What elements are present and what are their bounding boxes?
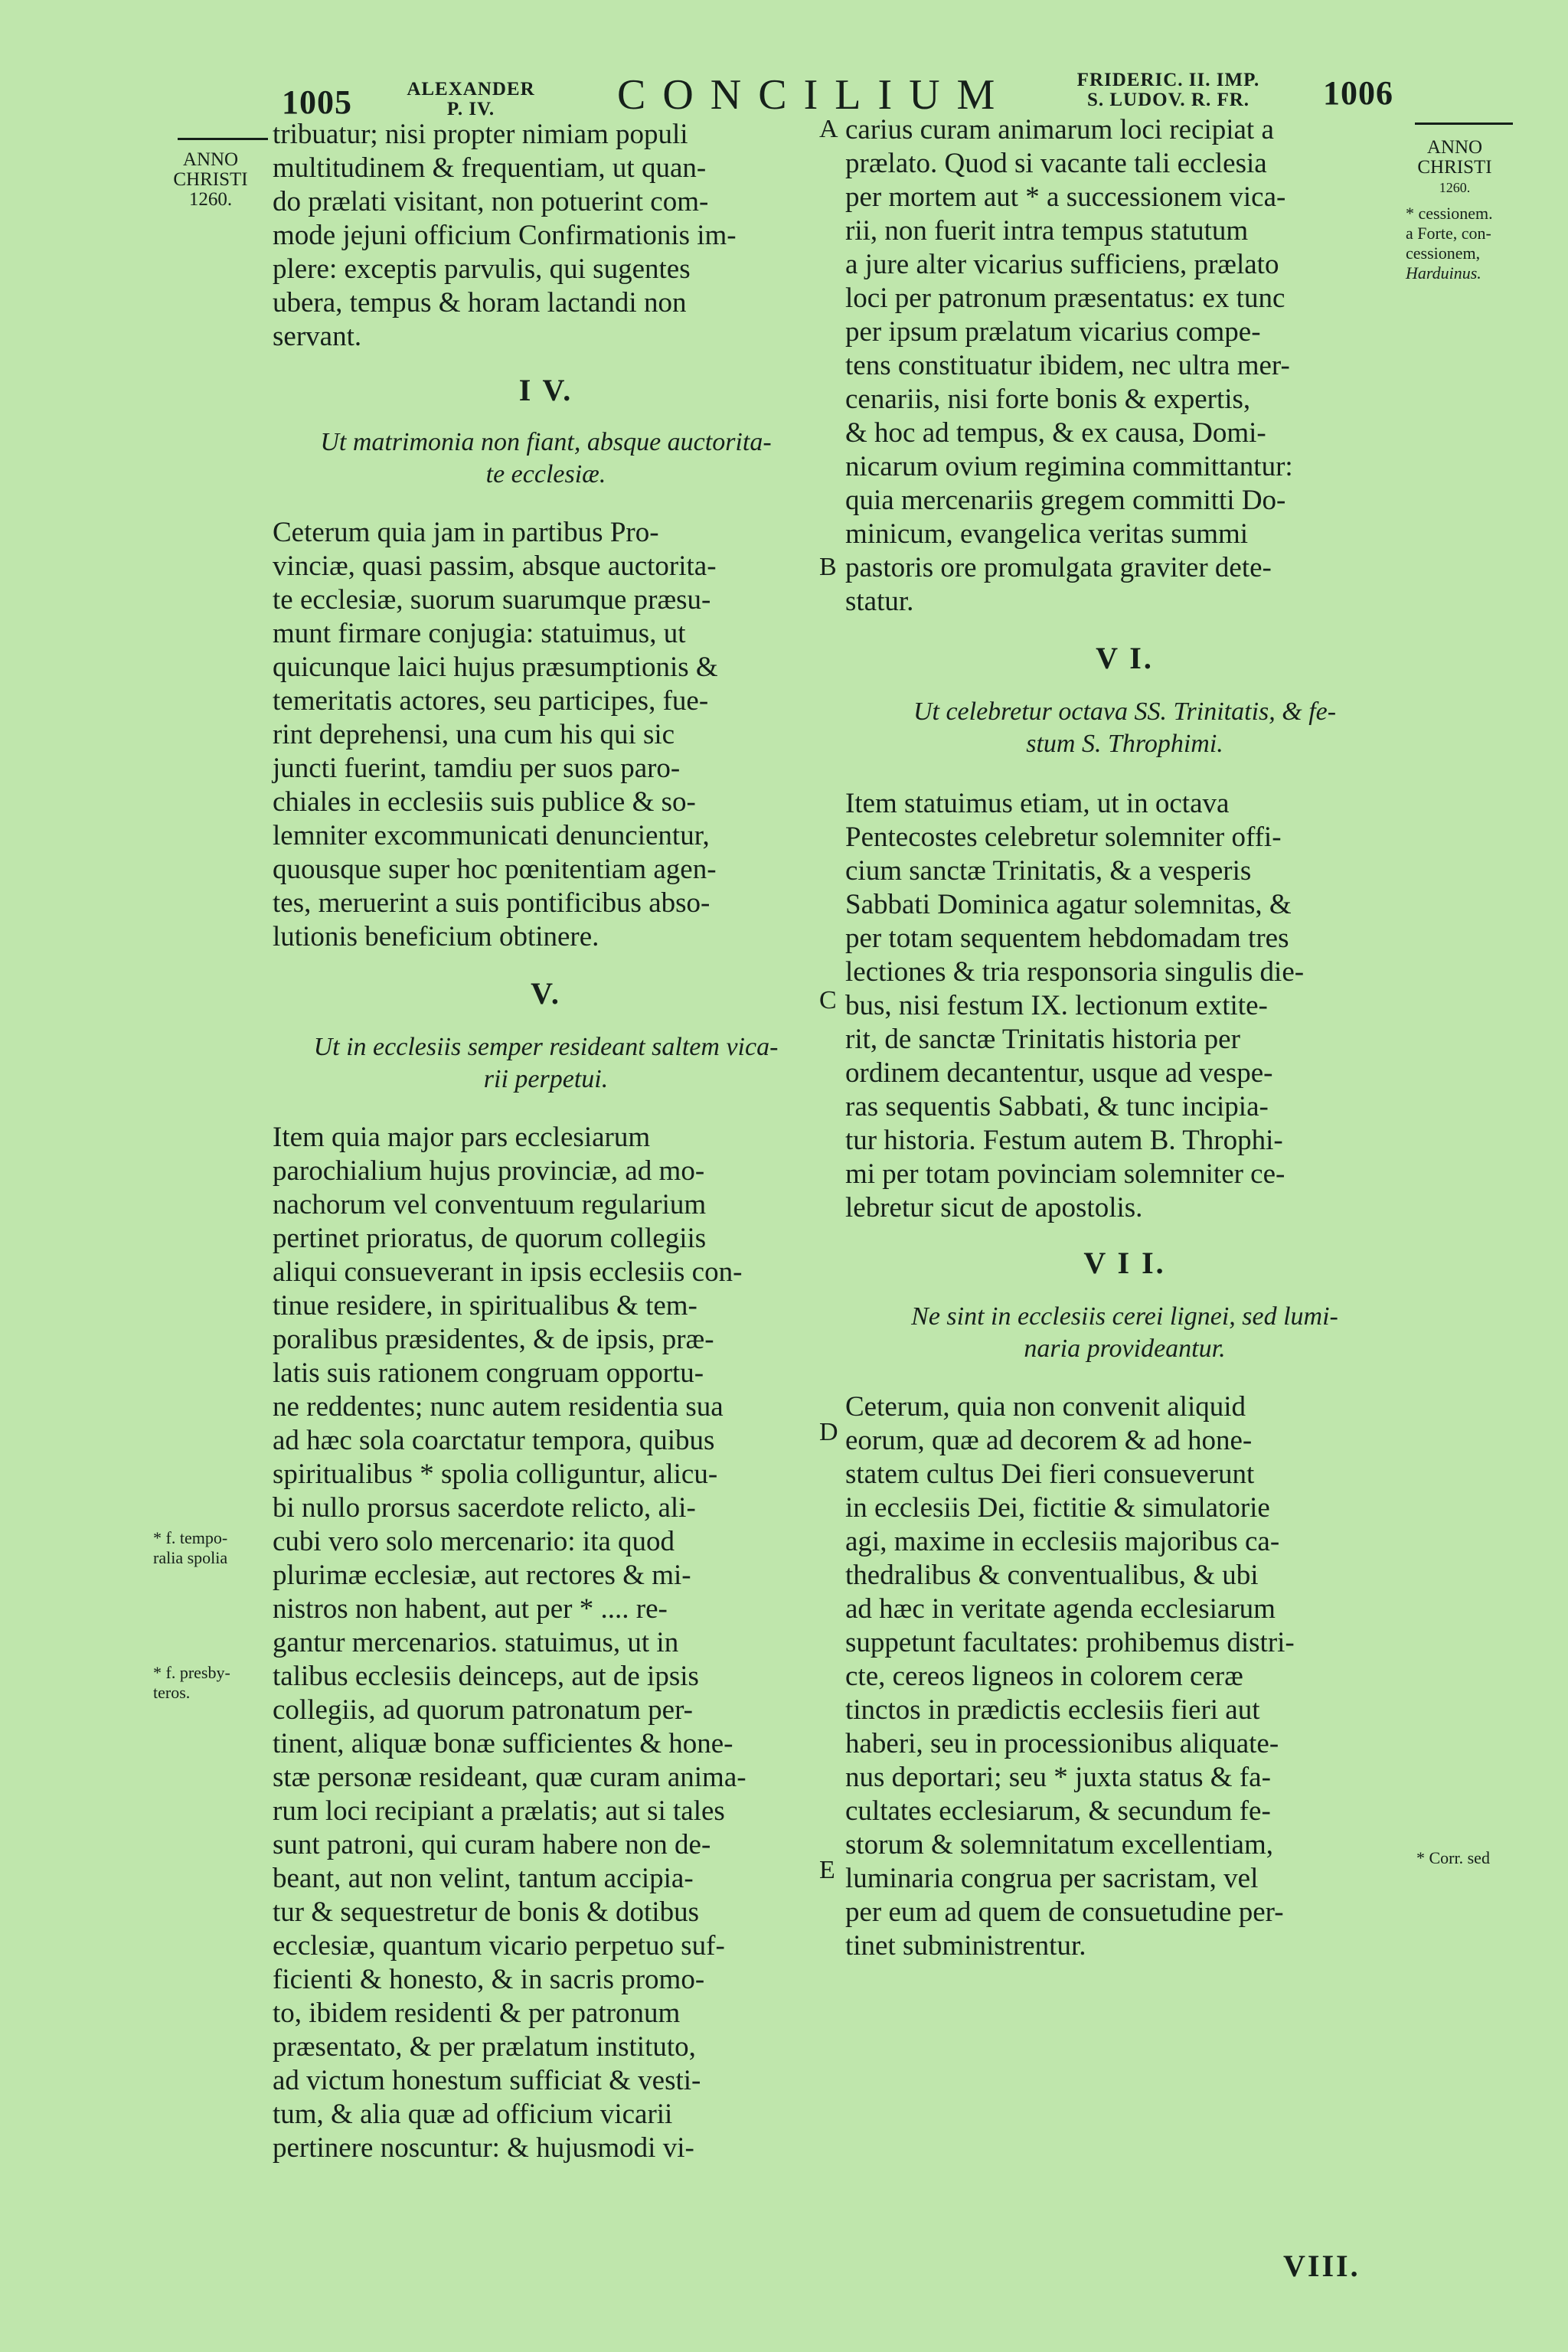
text-line: storum & solemnitatum excellentiam, xyxy=(845,1829,1273,1860)
text-line: beant, aut non velint, tantum accipia- xyxy=(273,1863,694,1894)
margin-anno-left xyxy=(168,150,253,210)
margin-anno-line: CHRISTI xyxy=(173,169,248,190)
text-line: tinctos in prædictis ecclesiis fieri aut xyxy=(845,1694,1260,1726)
text-line: agi, maxime in ecclesiis majoribus ca- xyxy=(845,1526,1280,1557)
text-line: tinet subministrentur. xyxy=(845,1930,1086,1962)
text-line: te ecclesiæ, suorum suarumque præsu- xyxy=(273,584,711,616)
text-line: nachorum vel conventuum regularium xyxy=(273,1189,707,1220)
text-line: luminaria congrua per sacristam, vel xyxy=(845,1863,1259,1894)
margin-note-line: teros. xyxy=(153,1683,191,1702)
margin-note-line: a Forte, con- xyxy=(1406,224,1491,243)
running-head-right-line: FRIDERIC. II. IMP. xyxy=(1076,70,1260,90)
text-line: mi per totam povinciam solemniter ce- xyxy=(845,1158,1285,1190)
text-line: a jure alter vicarius sufficiens, prælato xyxy=(845,249,1279,280)
text-line: pertinet prioratus, de quorum collegiis xyxy=(273,1223,707,1254)
text-line: quicunque laici hujus præsumptionis & xyxy=(273,652,718,683)
chapter-text xyxy=(845,787,1404,1225)
text-line: præsentato, & per prælatum instituto, xyxy=(273,2031,696,2063)
text-line: poralibus præsidentes, & de ipsis, præ- xyxy=(273,1324,714,1355)
chapter-number: V I I. xyxy=(1083,1246,1166,1280)
text-line: thedralibus & conventualibus, & ubi xyxy=(845,1560,1259,1591)
chapter-number: V I. xyxy=(1096,641,1154,675)
text-line: to, ibidem residenti & per patronum xyxy=(273,1998,681,2029)
text-line: ecclesiæ, quantum vicario perpetuo suf- xyxy=(273,1930,725,1962)
text-line: per ipsum prælatum vicarius compe- xyxy=(845,316,1261,348)
text-line: cenariis, nisi forte bonis & expertis, xyxy=(845,384,1251,415)
text-line: cubi vero solo mercenario: ita quod xyxy=(273,1526,675,1557)
text-line: nistros non habent, aut per * .... re- xyxy=(273,1593,668,1625)
text-line: pertinere noscuntur: & hujusmodi vi- xyxy=(273,2132,694,2164)
margin-note-right-1 xyxy=(1406,204,1513,283)
text-line: quousque super hoc pœnitentiam agen- xyxy=(273,854,717,885)
text-line: temeritatis actores, seu participes, fue- xyxy=(273,685,709,717)
margin-note-left-2 xyxy=(153,1663,268,1703)
margin-note-line: * f. tempo- xyxy=(153,1528,228,1547)
text-line: rii, non fuerit intra tempus statutum xyxy=(845,215,1249,247)
text-line: sunt patroni, qui curam habere non de- xyxy=(273,1829,711,1860)
text-line: te ecclesiæ. xyxy=(485,460,606,488)
text-line: carius curam animarum loci recipiat a xyxy=(845,114,1274,145)
margin-note-left-1 xyxy=(153,1528,268,1568)
text-line: Pentecostes celebretur solemniter offi- xyxy=(845,822,1282,853)
text-line: Ut matrimonia non fiant, absque auctorita- xyxy=(320,428,772,456)
text-line: vinciæ, quasi passim, absque auctorita- xyxy=(273,550,717,582)
text-line: tribuatur; nisi propter nimiam populi xyxy=(273,119,688,150)
text-line: pastoris ore promulgata graviter dete- xyxy=(845,552,1272,583)
text-line: rii perpetui. xyxy=(483,1065,609,1093)
text-line: Item quia major pars ecclesiarum xyxy=(273,1122,651,1153)
text-line: servant. xyxy=(273,321,362,352)
text-line: eorum, quæ ad decorem & ad hone- xyxy=(845,1425,1253,1456)
section-letter: E xyxy=(819,1856,835,1884)
text-line: minicum, evangelica veritas summi xyxy=(845,518,1249,550)
text-line: rint deprehensi, una cum his qui sic xyxy=(273,719,675,750)
section-letter: A xyxy=(819,115,838,143)
text-line: per mortem aut * a successionem vica- xyxy=(845,181,1286,213)
text-line: cte, cereos ligneos in colorem ceræ xyxy=(845,1661,1243,1692)
text-line: lemniter excommunicati denuncientur, xyxy=(273,820,710,851)
margin-anno-right xyxy=(1409,138,1501,198)
running-head-right xyxy=(1054,70,1283,110)
running-head-left xyxy=(398,80,544,119)
margin-note-right-2: * Corr. sed xyxy=(1416,1848,1490,1867)
page-number-right: 1006 xyxy=(1323,74,1393,112)
text-line: aliqui consueverant in ipsis ecclesiis con- xyxy=(273,1256,743,1288)
text-line: munt firmare conjugia: statuimus, ut xyxy=(273,618,686,649)
chapter-rubric xyxy=(273,1031,819,1095)
text-line: per totam sequentem hebdomadam tres xyxy=(845,923,1289,954)
text-line: bi nullo prorsus sacerdote relicto, ali- xyxy=(273,1492,696,1524)
text-line: tinent, aliquæ bonæ sufficientes & hone- xyxy=(273,1728,733,1759)
text-line: ne reddentes; nunc autem residentia sua xyxy=(273,1391,724,1423)
text-line: in ecclesiis Dei, fictitie & simulatorie xyxy=(845,1492,1270,1524)
text-line: nicarum ovium regimina committantur: xyxy=(845,451,1293,482)
margin-rule-left xyxy=(178,138,268,140)
left-intro-paragraph xyxy=(273,118,819,354)
text-line: Item statuimus etiam, ut in octava xyxy=(845,788,1230,819)
margin-note-line: * f. presby- xyxy=(153,1663,230,1682)
text-line: Ut in ecclesiis semper resideant saltem vica- xyxy=(313,1033,779,1061)
text-line: ubera, tempus & horam lactandi non xyxy=(273,287,687,318)
section-letter: D xyxy=(819,1418,838,1446)
text-line: per eum ad quem de consuetudine per- xyxy=(845,1896,1284,1928)
text-line: tens constituatur ibidem, nec ultra mer- xyxy=(845,350,1290,381)
chapter-text xyxy=(273,1121,819,2165)
margin-note-line: * cessionem. xyxy=(1406,204,1493,223)
text-line: statem cultus Dei fieri consueverunt xyxy=(845,1459,1255,1490)
text-line: juncti fuerint, tamdiu per suos paro- xyxy=(273,753,681,784)
text-line: ad hæc sola coarctatur tempora, quibus xyxy=(273,1425,715,1456)
text-line: latis suis rationem congruam opportu- xyxy=(273,1357,704,1389)
text-line: ad hæc in veritate agenda ecclesiarum xyxy=(845,1593,1276,1625)
text-line: stæ personæ resideant, quæ curam anima- xyxy=(273,1762,746,1793)
text-line: tur & sequestretur de bonis & dotibus xyxy=(273,1896,699,1928)
page-number-left: 1005 xyxy=(282,83,352,121)
text-line: haberi, seu in processionibus aliquate- xyxy=(845,1728,1279,1759)
text-line: lebretur sicut de apostolis. xyxy=(845,1192,1143,1223)
text-line: loci per patronum præsentatus: ex tunc xyxy=(845,283,1285,314)
text-line: suppetunt facultates: prohibemus distri- xyxy=(845,1627,1295,1658)
text-line: naria provideantur. xyxy=(1024,1334,1226,1363)
page-title: CONCILIUM xyxy=(617,71,1012,119)
text-line: ad victum honestum sufficiat & vesti- xyxy=(273,2065,701,2096)
text-line: lutionis beneficium obtinere. xyxy=(273,921,599,952)
chapter-text xyxy=(273,516,819,954)
running-head-right-line: S. LUDOV. R. FR. xyxy=(1086,90,1250,110)
text-line: rum loci recipiant a prælatis; aut si tales xyxy=(273,1795,725,1827)
right-column xyxy=(845,113,1404,1963)
text-line: Ceterum quia jam in partibus Pro- xyxy=(273,517,659,548)
running-head-left-line: ALEXANDER xyxy=(407,79,535,100)
section-letter: C xyxy=(819,986,837,1014)
text-line: plurimæ ecclesiæ, aut rectores & mi- xyxy=(273,1560,691,1591)
margin-note-line: Harduinus. xyxy=(1406,263,1481,283)
text-line: tur historia. Festum autem B. Throphi- xyxy=(845,1125,1283,1156)
text-line: tum, & alia quæ ad officium vicarii xyxy=(273,2099,673,2130)
text-line: tes, meruerint a suis pontificibus abso- xyxy=(273,887,710,919)
right-intro-paragraph xyxy=(845,113,1404,619)
chapter-number: I V. xyxy=(518,373,573,407)
margin-anno-line: 1260. xyxy=(1439,180,1471,195)
running-head-left-line: P. IV. xyxy=(446,99,495,119)
margin-note-line: ralia spolia xyxy=(153,1548,228,1567)
chapter-rubric xyxy=(273,426,819,490)
text-line: Ne sint in ecclesiis cerei lignei, sed lumi- xyxy=(911,1302,1338,1331)
text-line: ordinem decantentur, usque ad vespe- xyxy=(845,1057,1273,1089)
text-line: collegiis, ad quorum patronatum per- xyxy=(273,1694,693,1726)
text-line: plere: exceptis parvulis, qui sugentes xyxy=(273,253,691,285)
text-line: talibus ecclesiis deinceps, aut de ipsis xyxy=(273,1661,699,1692)
margin-anno-line: CHRISTI xyxy=(1417,157,1492,178)
text-line: gantur mercenarios. statuimus, ut in xyxy=(273,1627,679,1658)
text-line: parochialium hujus provinciæ, ad mo- xyxy=(273,1155,705,1187)
text-line: & hoc ad tempus, & ex causa, Domi- xyxy=(845,417,1266,449)
text-line: rit, de sanctæ Trinitatis historia per xyxy=(845,1024,1240,1055)
text-line: cultates ecclesiarum, & secundum fe- xyxy=(845,1795,1271,1827)
text-line: lectiones & tria responsoria singulis die- xyxy=(845,956,1305,988)
text-line: cium sanctæ Trinitatis, & a vesperis xyxy=(845,855,1252,887)
text-line: quia mercenariis gregem committi Do- xyxy=(845,485,1286,516)
text-line: bus, nisi festum IX. lectionum extite- xyxy=(845,990,1268,1021)
catchword: VIII. xyxy=(1283,2249,1361,2283)
text-line: prælato. Quod si vacante tali ecclesia xyxy=(845,148,1267,179)
text-line: chiales in ecclesiis suis publice & so- xyxy=(273,786,696,818)
left-column xyxy=(273,118,819,2165)
chapter-text xyxy=(845,1390,1404,1963)
text-line: statur. xyxy=(845,586,914,617)
chapter-rubric xyxy=(845,695,1404,760)
margin-anno-line: ANNO xyxy=(1426,137,1483,158)
text-line: nus deportari; seu * juxta status & fa- xyxy=(845,1762,1271,1793)
text-line: mode jejuni officium Confirmationis im- xyxy=(273,220,737,251)
section-letter: B xyxy=(819,553,837,581)
text-line: tinue residere, in spiritualibus & tem- xyxy=(273,1290,697,1321)
margin-anno-line: 1260. xyxy=(188,189,233,210)
chapter-rubric xyxy=(845,1300,1404,1364)
text-line: Ceterum, quia non convenit aliquid xyxy=(845,1391,1246,1423)
margin-note-line: cessionem, xyxy=(1406,243,1481,263)
text-line: multitudinem & frequentiam, ut quan- xyxy=(273,152,707,184)
text-line: spiritualibus * spolia colliguntur, alicu- xyxy=(273,1459,718,1490)
text-line: ficienti & honesto, & in sacris promo- xyxy=(273,1964,705,1995)
margin-anno-line: ANNO xyxy=(182,149,239,170)
chapter-number: V. xyxy=(531,976,561,1011)
text-line: ras sequentis Sabbati, & tunc incipia- xyxy=(845,1091,1269,1122)
text-line: stum S. Throphimi. xyxy=(1026,730,1223,758)
margin-rule-right xyxy=(1415,122,1513,125)
text-line: Sabbati Dominica agatur solemnitas, & xyxy=(845,889,1292,920)
text-line: do prælati visitant, non potuerint com- xyxy=(273,186,709,217)
text-line: Ut celebretur octava SS. Trinitatis, & fe- xyxy=(913,697,1337,726)
